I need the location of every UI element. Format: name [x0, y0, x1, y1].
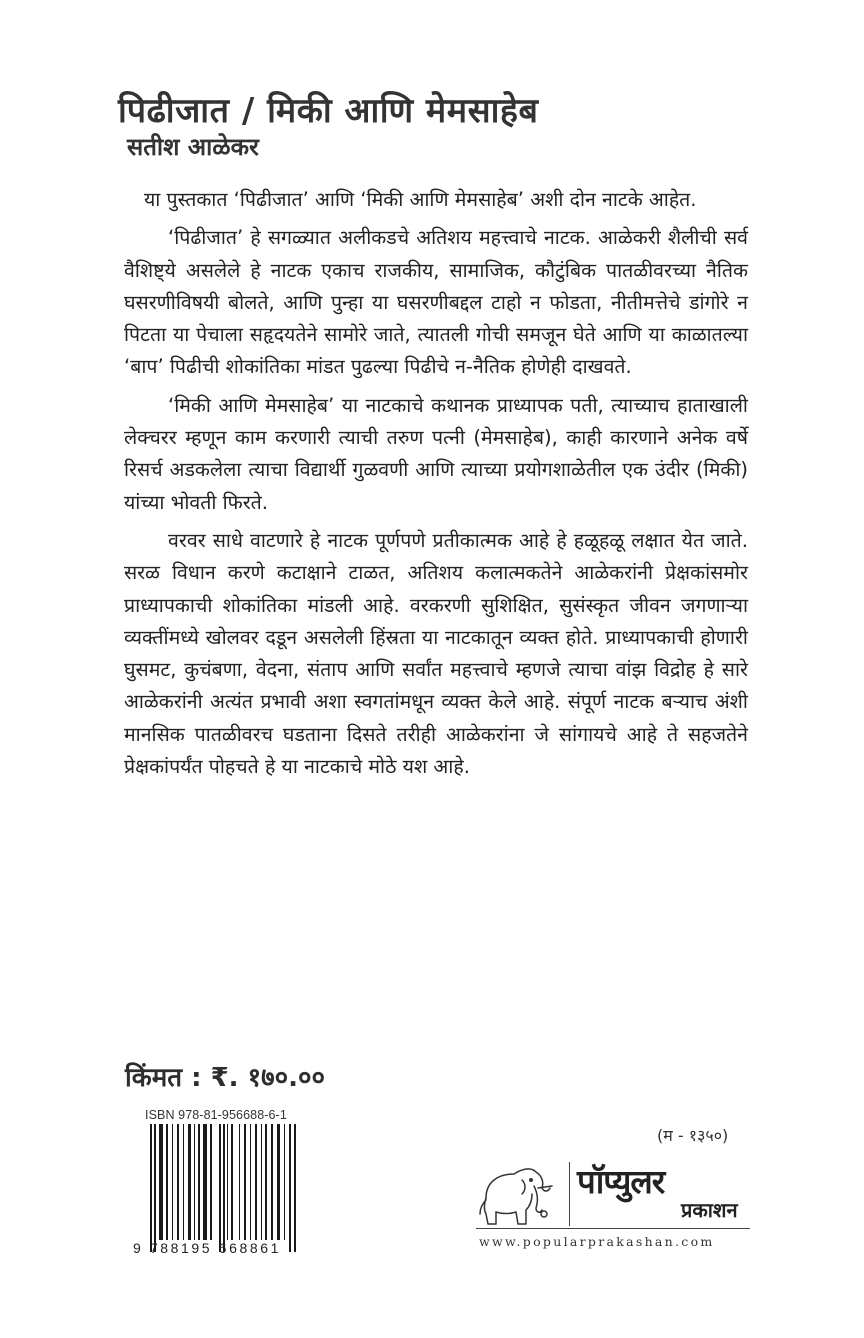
- catalog-code: (म - १३५०): [657, 1126, 729, 1145]
- publisher-logo: [476, 1156, 766, 1256]
- publisher-subname: प्रकाशन: [681, 1198, 738, 1222]
- barcode-bars: [150, 1124, 300, 1252]
- blurb-paragraph: वरवर साधे वाटणारे हे नाटक पूर्णपणे प्रतीकात्मक आहे हे हळूहळू लक्षात येत जाते. सरळ विधान करणे कटाक्षाने टाळत, अतिशय कलात्मकतेने आळेकरांनी प्रेक्षकांसमोर प्राध्यापकाची शोकांतिका मांडली आहे. वरकरणी सुशिक्षित, सुसंस्कृत जीवन जगणाऱ्या व्यक्तींमध्ये खोलवर दडून असलेली हिंस्रता या नाटकातून व्यक्त होते. प्राध्यापकाची होणारी घुसमट, कुचंबणा, वेदना, संताप आणि सर्वांत महत्त्वाचे म्हणजे त्याचा वांझ विद्रोह हे सारे आळेकरांनी अत्यंत प्रभावी अशा स्वगतांमधून व्यक्त केले आहे. संपूर्ण नाटक बऱ्याच अंशी मानसिक पातळीवरच घडताना दिसते तरीही आळेकरांना जे सांगायचे आहे ते सहजतेने प्रेक्षकांपर्यंत पोहचते हे या नाटकाचे मोठे यश आहे.: [124, 528, 748, 779]
- blurb-paragraph: या पुस्तकात ‘पिढीजात’ आणि ‘मिकी आणि मेमसाहेब’ अशी दोन नाटके आहेत.: [144, 188, 697, 211]
- publisher-name: पॉप्युलर: [577, 1162, 665, 1201]
- blurb-paragraph: ‘पिढीजात’ हे सगळ्यात अलीकडचे अतिशय महत्त्वाचे नाटक. आळेकरी शैलीची सर्व वैशिष्ट्ये असलेले हे नाटक एकाच राजकीय, सामाजिक, कौटुंबिक पातळीवरच्या नैतिक घसरणीविषयी बोलते, आणि पुन्हा या घसरणीबद्दल टाहो न फोडता, नीतीमत्तेचे डांगोरे न पिटता या पेचाला सहृदयतेने सामोरे जाते, त्यातली गोची समजून घेते आणि या काळातल्या ‘बाप’ पिढीची शोकांतिका मांडत पुढल्या पिढीचे न-नैतिक होणेही दाखवते.: [124, 226, 748, 379]
- isbn-barcode: [140, 1108, 308, 1252]
- price-label: किंमत : ₹. १७०.००: [125, 1063, 326, 1093]
- isbn-number: ISBN 978-81-956688-6-1: [145, 1108, 287, 1122]
- publisher-url: www.popularprakashan.com: [479, 1234, 715, 1249]
- barcode-digits: 9 788195 668861: [133, 1240, 281, 1256]
- blurb-paragraph: ‘मिकी आणि मेमसाहेब’ या नाटकाचे कथानक प्राध्यापक पती, त्याच्याच हाताखाली लेक्चरर म्हणून काम करणारी त्याची तरुण पत्नी (मेमसाहेब), काही कारणाने अनेक वर्षे रिसर्च अडकलेला त्याचा विद्यार्थी गुळवणी आणि त्याच्या प्रयोगशाळेतील एक उंदीर (मिकी) यांच्या भोवती फिरते.: [124, 393, 748, 514]
- elephant-icon: [476, 1158, 558, 1228]
- blurb-text: [124, 184, 748, 789]
- book-title: पिढीजात / मिकी आणि मेमसाहेब: [118, 91, 539, 131]
- logo-divider: [569, 1162, 570, 1226]
- book-author: सतीश आळेकर: [127, 133, 259, 161]
- logo-underline: [476, 1228, 750, 1229]
